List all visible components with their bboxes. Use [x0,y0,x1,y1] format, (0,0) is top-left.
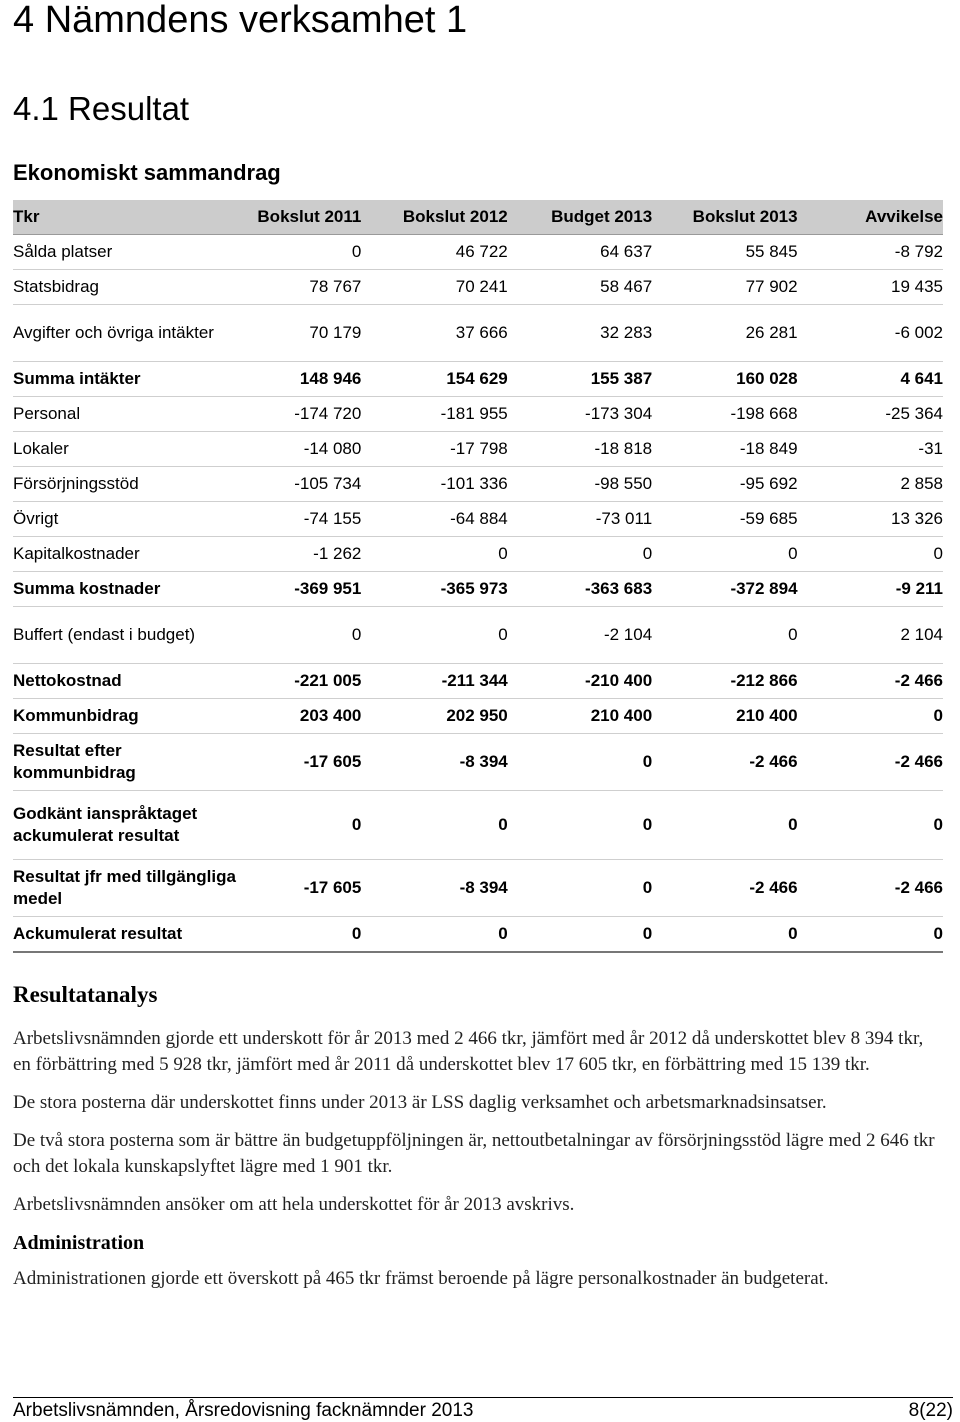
subsection-title: Ekonomiskt sammandrag [13,160,281,185]
row-value: -14 080 [240,432,361,467]
row-label: Avgifter och övriga intäkter [13,305,240,362]
header-bokslut-2012: Bokslut 2012 [361,200,507,235]
row-value: -31 [798,432,943,467]
header-budget-2013: Budget 2013 [508,200,652,235]
row-value: 32 283 [508,305,652,362]
row-value: -173 304 [508,397,652,432]
row-value: 0 [361,791,507,860]
row-value: 148 946 [240,362,361,397]
administration-heading: Administration [13,1232,145,1254]
row-value: -17 798 [361,432,507,467]
chapter-title: 4 Nämndens verksamhet 1 [13,0,468,41]
row-value: 37 666 [361,305,507,362]
table-row [13,699,943,734]
table-row [13,860,943,917]
row-value: -369 951 [240,572,361,607]
row-label: Godkänt ianspråktaget ackumulerat resultat [13,791,240,860]
table-row [13,397,943,432]
row-value: 0 [240,791,361,860]
row-label: Statsbidrag [13,270,240,305]
row-value: -95 692 [652,467,797,502]
row-value: 0 [798,917,943,953]
row-value: -18 849 [652,432,797,467]
row-value: 77 902 [652,270,797,305]
row-value: -17 605 [240,734,361,791]
row-label: Summa kostnader [13,572,240,607]
row-value: 0 [798,699,943,734]
row-value: 70 241 [361,270,507,305]
table-row [13,432,943,467]
row-value: -2 466 [798,664,943,699]
row-value: 203 400 [240,699,361,734]
table-body [13,235,943,953]
footer-title: Arbetslivsnämnden, Årsredovisning facknämnder 2013 [13,1400,474,1421]
header-bokslut-2011: Bokslut 2011 [240,200,361,235]
row-value: 0 [652,607,797,664]
row-value: -59 685 [652,502,797,537]
row-label: Kapitalkostnader [13,537,240,572]
header-avvikelse: Avvikelse [798,200,943,235]
row-label: Resultat jfr med tillgängliga medel [13,860,240,917]
table-header-row [13,200,943,235]
row-label: Sålda platser [13,235,240,270]
table-row [13,235,943,270]
row-value: -372 894 [652,572,797,607]
analysis-section [13,978,943,1304]
row-value: -74 155 [240,502,361,537]
row-value: 46 722 [361,235,507,270]
table-row [13,572,943,607]
administration-paragraph: Administrationen gjorde ett överskott på 465 tkr främst beroende på lägre personalkostnader än budgeterat. [13,1268,829,1289]
row-value: 210 400 [508,699,652,734]
row-value: 4 641 [798,362,943,397]
row-value: 78 767 [240,270,361,305]
table-row [13,734,943,791]
row-value: -98 550 [508,467,652,502]
row-value: -8 792 [798,235,943,270]
row-value: -9 211 [798,572,943,607]
row-value: 55 845 [652,235,797,270]
row-value: -365 973 [361,572,507,607]
row-label: Personal [13,397,240,432]
row-label: Kommunbidrag [13,699,240,734]
table-row [13,362,943,397]
row-value: 0 [508,537,652,572]
row-value: 0 [652,537,797,572]
row-label: Resultat efter kommunbidrag [13,734,240,791]
row-value: -73 011 [508,502,652,537]
page-number: 8(22) [908,1400,953,1421]
row-value: -2 466 [652,734,797,791]
row-value: -18 818 [508,432,652,467]
row-value: 0 [240,607,361,664]
row-label: Övrigt [13,502,240,537]
row-value: -181 955 [361,397,507,432]
row-value: 202 950 [361,699,507,734]
table-row [13,664,943,699]
row-value: 210 400 [652,699,797,734]
row-value: 58 467 [508,270,652,305]
row-value: 26 281 [652,305,797,362]
section-title: 4.1 Resultat [13,90,190,127]
row-value: 19 435 [798,270,943,305]
row-value: 0 [798,791,943,860]
row-value: 2 858 [798,467,943,502]
row-value: -211 344 [361,664,507,699]
row-value: -25 364 [798,397,943,432]
row-value: 2 104 [798,607,943,664]
row-value: 0 [361,537,507,572]
row-value: -6 002 [798,305,943,362]
row-value: -2 466 [798,734,943,791]
row-value: -2 104 [508,607,652,664]
row-value: -2 466 [652,860,797,917]
row-value: -212 866 [652,664,797,699]
row-value: 0 [240,235,361,270]
row-value: -101 336 [361,467,507,502]
row-value: 154 629 [361,362,507,397]
row-label: Ackumulerat resultat [13,917,240,953]
row-label: Nettokostnad [13,664,240,699]
row-value: 0 [361,607,507,664]
row-value: 70 179 [240,305,361,362]
row-value: 0 [798,537,943,572]
row-value: 0 [508,791,652,860]
row-value: -8 394 [361,860,507,917]
table-row [13,537,943,572]
row-label: Buffert (endast i budget) [13,607,240,664]
row-value: -2 466 [798,860,943,917]
page-footer [13,1397,953,1421]
table-row [13,502,943,537]
row-value: 160 028 [652,362,797,397]
row-value: -198 668 [652,397,797,432]
row-label: Summa intäkter [13,362,240,397]
analysis-paragraph: Arbetslivsnämnden gjorde ett underskott för år 2013 med 2 466 tkr, jämfört med år 2012 då underskottet blev 8 394 tkr, en förbättring med 5 928 tkr, jämfört med år 2011 då underskottet blev 17 605 tkr, en förbättring med 15 139 tkr. [13,1028,924,1075]
row-value: 0 [508,860,652,917]
row-value: -1 262 [240,537,361,572]
table-row [13,467,943,502]
row-label: Lokaler [13,432,240,467]
table-row [13,607,943,664]
table-row [13,305,943,362]
table-row [13,917,943,953]
row-value: -221 005 [240,664,361,699]
row-value: -105 734 [240,467,361,502]
row-value: 155 387 [508,362,652,397]
row-value: -210 400 [508,664,652,699]
row-value: 0 [508,734,652,791]
analysis-paragraph: De två stora posterna som är bättre än budgetuppföljningen är, nettoutbetalningar av försörjningsstöd lägre med 2 646 tkr och det lokala kunskapslyftet lägre med 1 901 tkr. [13,1130,935,1177]
financial-summary-table [13,200,943,953]
table-row [13,270,943,305]
row-value: -8 394 [361,734,507,791]
header-tkr: Tkr [13,200,240,235]
row-value: 13 326 [798,502,943,537]
row-value: 64 637 [508,235,652,270]
analysis-heading: Resultatanalys [13,982,158,1007]
row-value: 0 [508,917,652,953]
row-value: 0 [652,917,797,953]
analysis-paragraph: De stora posterna där underskottet finns under 2013 är LSS daglig verksamhet och arbetsmarknadsinsatser. [13,1092,827,1113]
row-value: 0 [652,791,797,860]
row-value: -64 884 [361,502,507,537]
row-value: 0 [240,917,361,953]
row-value: -174 720 [240,397,361,432]
analysis-paragraph: Arbetslivsnämnden ansöker om att hela underskottet för år 2013 avskrivs. [13,1194,575,1215]
header-bokslut-2013: Bokslut 2013 [652,200,797,235]
row-label: Försörjningsstöd [13,467,240,502]
row-value: 0 [361,917,507,953]
row-value: -17 605 [240,860,361,917]
table-row [13,791,943,860]
row-value: -363 683 [508,572,652,607]
